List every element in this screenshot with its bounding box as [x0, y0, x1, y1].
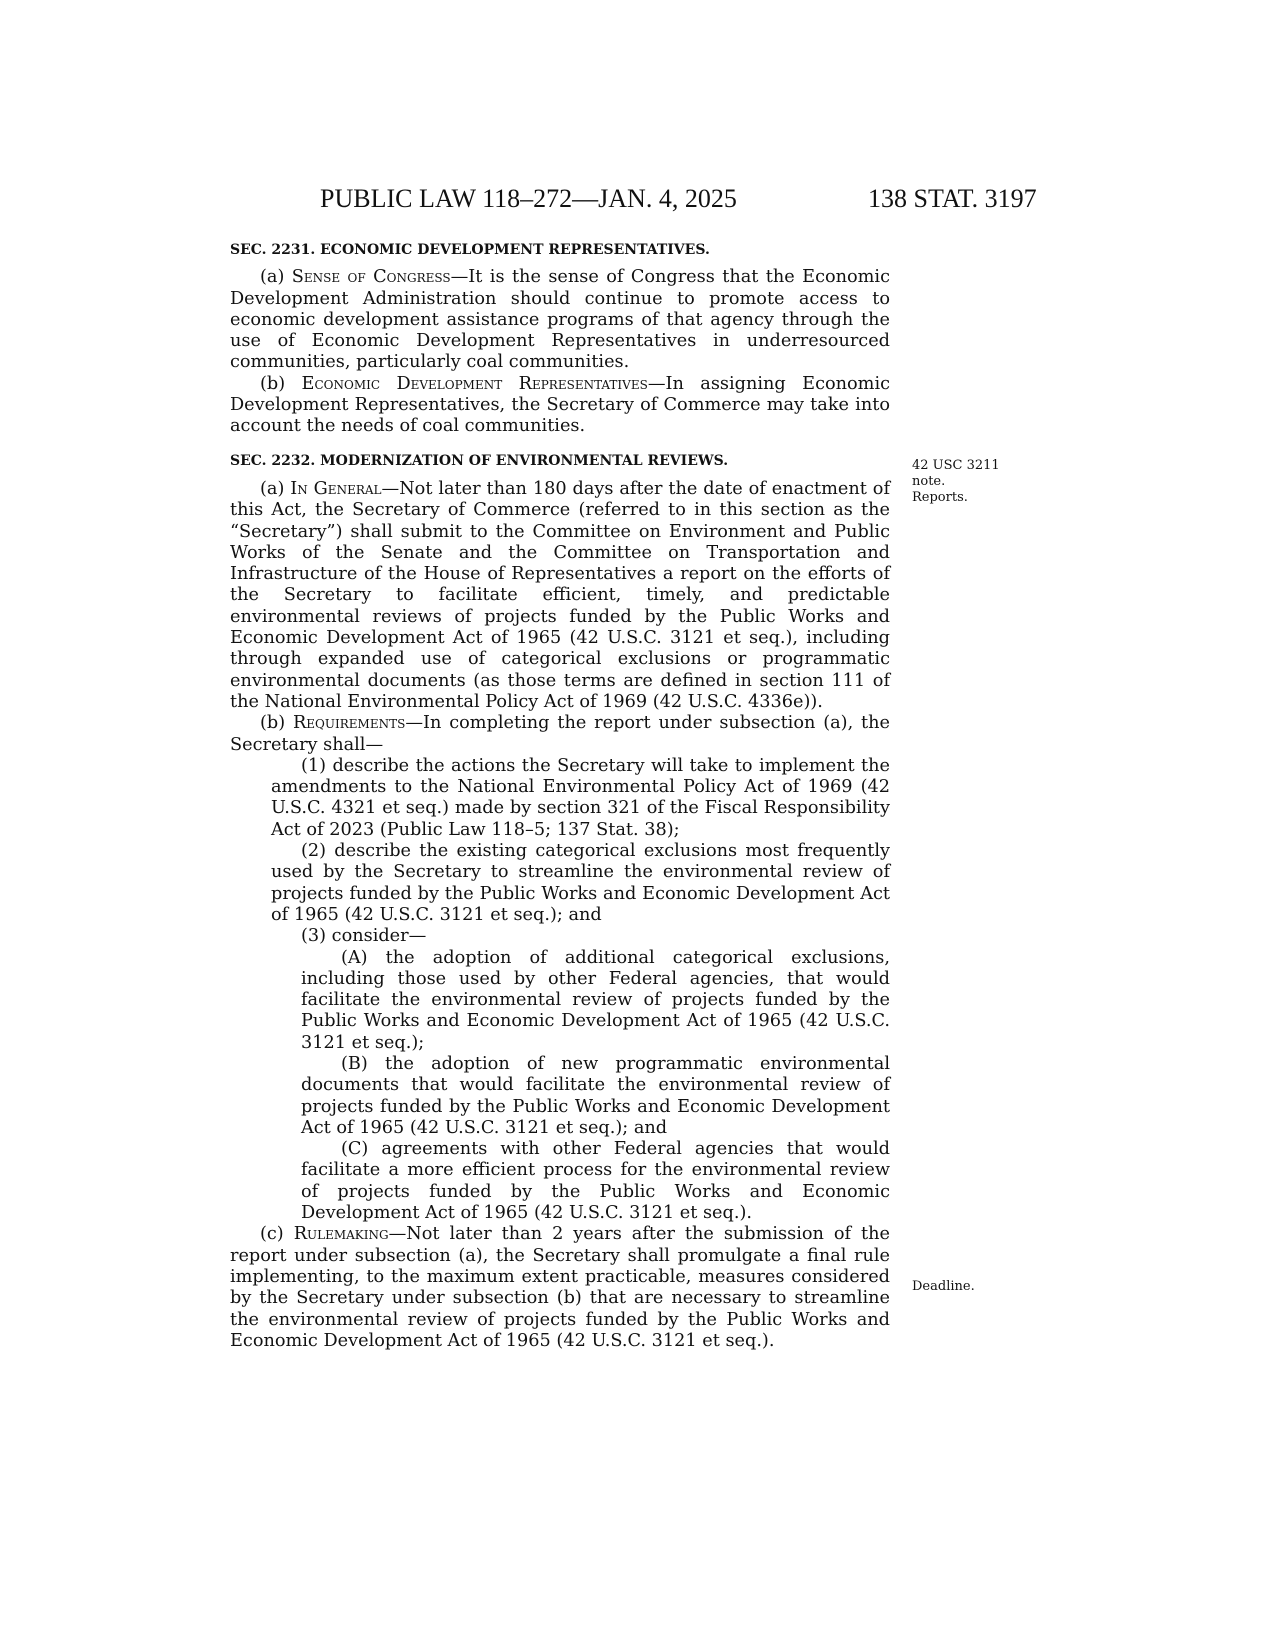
sec2231-b-paragraph	[230, 374, 890, 438]
sec2232-b3B-paragraph: (B) the adoption of new programmatic environmental documents that would facilitate the environmental review of projects funded by the Public Works and Economic Development Act of 1965 (42 U.S.C. 3121 et seq.); and	[301, 1053, 890, 1138]
sec2232-b3A-paragraph: (A) the adoption of additional categorical exclusions, including those used by other Federal agencies, that would facilitate the environmental review of projects funded by the Public Works and Economic Development Act of 1965 (42 U.S.C. 3121 et seq.);	[301, 947, 890, 1053]
sec2232-a-paragraph	[230, 479, 890, 713]
sec2231-a-paragraph	[230, 267, 890, 373]
section-2232-heading: SEC. 2232. MODERNIZATION OF ENVIRONMENTAL REVIEWS.	[230, 452, 729, 469]
sec2232-c-paragraph	[230, 1224, 890, 1352]
sec2232-b2-paragraph: (2) describe the existing categorical exclusions most frequently used by the Secretary to streamline the environmental review of projects funded by the Public Works and Economic Development Act of 1965 (42 U.S.C. 3121 et seq.); and	[271, 841, 890, 925]
sec2231-a-text: —It is the sense of Congress that the Economic Development Administration should continue to promote access to economic development assistance programs of that agency through the use of Economic Development Representatives in underresourced communities, particularly coal communities.	[230, 267, 890, 373]
document-body	[230, 240, 890, 1352]
sec2232-c-caption: Rulemaking	[293, 1224, 389, 1245]
margin-note-note: note.	[912, 474, 946, 489]
margin-note-usc: 42 USC 3211	[912, 458, 1000, 473]
page-stat-number: 138 STAT. 3197	[868, 184, 1037, 213]
margin-note-reports: Reports.	[912, 490, 968, 505]
sec2231-a-caption: Sense of Congress	[291, 267, 451, 288]
sec2231-a-label: (a)	[260, 267, 285, 288]
sec2232-a-text: —Not later than 180 days after the date of enactment of this Act, the Secretary of Commerce (referred to in this section as the “Secretary”) shall submit to the Committee on Environment and Public Works of the Senate and the Committee on Transportation and Infrastructure of the House of Representatives a report on the efforts of the Secretary to facilitate efficient, timely, and predictable environmental reviews of projects funded by the Public Works and Economic Development Act of 1965 (42 U.S.C. 3121 et seq.), including through expanded use of categorical exclusions or programmatic environmental documents (as those terms are defined in section 111 of the National Environmental Policy Act of 1969 (42 U.S.C. 4336e)).	[230, 478, 890, 712]
sec2232-b3-paragraph: (3) consider—	[301, 926, 427, 947]
sec2232-b-paragraph	[230, 713, 890, 756]
sec2232-b-text: —In completing the report under subsection (a), the Secretary shall—	[230, 713, 891, 755]
sec2232-b3C-paragraph: (C) agreements with other Federal agencies that would facilitate a more efficient process for the environmental review of projects funded by the Public Works and Economic Development Act of 1965 (42 U.S.C. 3121 et seq.).	[301, 1139, 890, 1224]
sec2232-b1-paragraph: (1) describe the actions the Secretary will take to implement the amendments to the National Environmental Policy Act of 1969 (42 U.S.C. 4321 et seq.) made by section 321 of the Fiscal Responsibility Act of 2023 (Public Law 118–5; 137 Stat. 38);	[271, 755, 890, 840]
running-header-title: PUBLIC LAW 118–272—JAN. 4, 2025	[320, 184, 737, 213]
sec2231-b-caption: Economic Development Representatives	[301, 373, 648, 394]
margin-note-citation	[912, 458, 1000, 506]
sec2232-a-caption: In General	[290, 478, 382, 499]
sec2232-c-text: —Not later than 2 years after the submission of the report under subsection (a), the Secretary shall promulgate a final rule implementing, to the maximum extent practicable, measures considered by the Secretary under subsection (b) that are necessary to streamline the environmental review of projects funded by the Public Works and Economic Development Act of 1965 (42 U.S.C. 3121 et seq.).	[230, 1224, 890, 1351]
section-2231-heading: SEC. 2231. ECONOMIC DEVELOPMENT REPRESENTATIVES.	[230, 242, 710, 258]
sec2232-c-label: (c)	[260, 1224, 284, 1245]
sec2231-b-label: (b)	[260, 373, 286, 394]
margin-note-deadline: Deadline.	[912, 1279, 975, 1294]
sec2232-a-label: (a)	[260, 478, 285, 499]
sec2232-b-caption: Requirements	[292, 713, 406, 734]
sec2231-b-text: —In assigning Economic Development Representatives, the Secretary of Commerce may take into account the needs of coal communities.	[230, 373, 891, 437]
sec2232-b-label: (b)	[260, 713, 286, 734]
